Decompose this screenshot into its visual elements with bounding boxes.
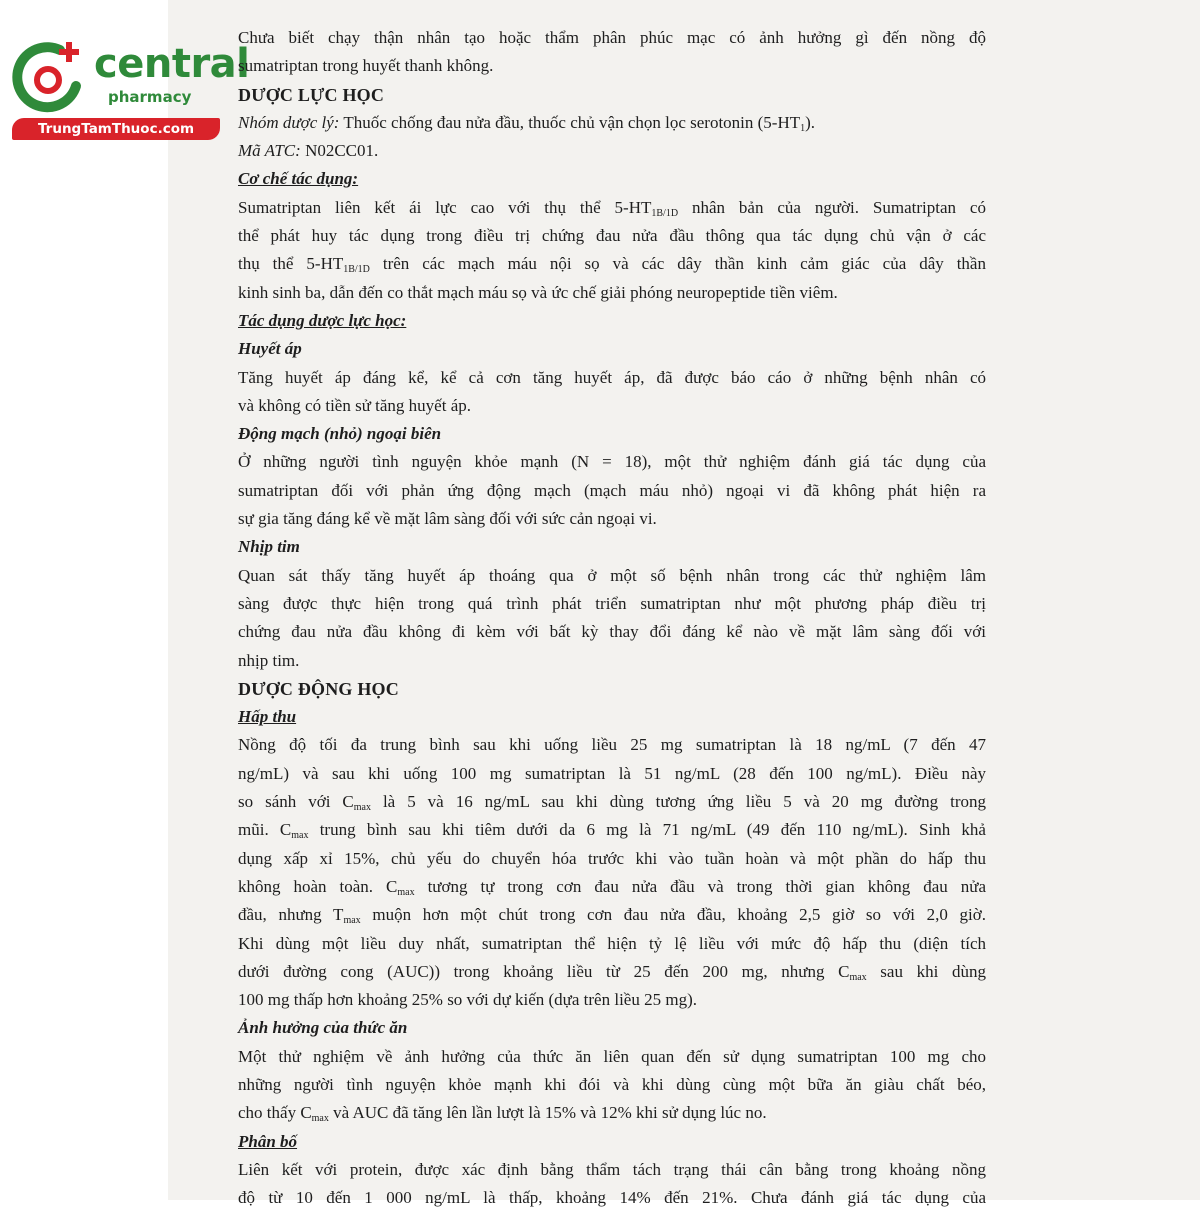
text-run: thụ thể 5-HT xyxy=(238,254,344,274)
text-line xyxy=(238,1099,986,1127)
subscript: max xyxy=(353,802,371,814)
text-line xyxy=(238,250,986,278)
text-run: và AUC đã tăng lên lần lượt là 15% và 12% khi sử dụng lúc no. xyxy=(328,1103,767,1123)
absorption-paragraph xyxy=(238,731,986,1014)
text-run: không hoàn toàn. C xyxy=(238,876,398,896)
text-line: độ từ 10 đến 1 000 ng/mL là thấp, khoảng 14% đến 21%. Chưa đánh giá tác dụng của xyxy=(238,1188,986,1208)
atc-code xyxy=(238,137,986,165)
atc-text: N02CC01. xyxy=(300,141,379,161)
text-line xyxy=(238,958,986,986)
logo-subtitle: pharmacy xyxy=(108,88,192,106)
pharmacy-cross-icon xyxy=(10,36,90,116)
text-line: những người tình nguyện khỏe mạnh khi đói và khi dùng cùng một bữa ăn giàu chất béo, xyxy=(238,1074,986,1094)
document-text xyxy=(238,24,986,1212)
subscript: 1B/1D xyxy=(651,207,679,219)
group-sub: 1 xyxy=(800,122,806,134)
text-run: trên các mạch máu nội sọ và các dây thần kinh cảm giác của dây thần xyxy=(369,254,986,274)
text-run: sau khi dùng xyxy=(866,961,986,981)
text-run: cho thấy C xyxy=(238,1103,312,1123)
peripheral-arteries-paragraph xyxy=(238,448,986,533)
food-effect-paragraph xyxy=(238,1043,986,1128)
subscript: max xyxy=(291,830,309,842)
blood-pressure-paragraph xyxy=(238,364,986,421)
text-line: Ở những người tình nguyện khỏe mạnh (N = 18), một thử nghiệm đánh giá tác dụng của xyxy=(238,452,986,472)
text-line xyxy=(238,788,986,816)
text-run: trung bình sau khi tiêm dưới da 6 mg là 71 ng/mL (49 đến 110 ng/mL). Sinh khả xyxy=(308,820,986,840)
heart-rate-paragraph xyxy=(238,562,986,675)
text-run: so sánh với C xyxy=(238,792,354,812)
text-line: Tăng huyết áp đáng kể, kể cả cơn tăng huyết áp, đã được báo cáo ở những bệnh nhân có xyxy=(238,367,986,387)
text-line: ng/mL) và sau khi uống 100 mg sumatriptan là 51 ng/mL (28 đến 100 ng/mL). Điều này xyxy=(238,763,986,783)
pharmacologic-group xyxy=(238,109,986,137)
text-line: Khi dùng một liều duy nhất, sumatriptan thể hiện tỷ lệ liều với mức độ hấp thu (diện tích xyxy=(238,933,986,953)
mechanism-paragraph xyxy=(238,194,986,307)
distribution-paragraph xyxy=(238,1156,986,1212)
text-line: sự gia tăng đáng kể về mặt lâm sàng đối với sức cản ngoại vi. xyxy=(238,509,657,529)
subscript: max xyxy=(311,1113,329,1125)
central-pharmacy-logo[interactable] xyxy=(10,36,250,137)
heart-rate-heading: Nhịp tim xyxy=(238,537,300,557)
text-line xyxy=(238,194,986,222)
text-line xyxy=(238,901,986,929)
text-line xyxy=(238,816,986,844)
intro-paragraph xyxy=(238,24,986,81)
text-run: Sumatriptan liên kết ái lực cao với thụ thể 5-HT xyxy=(238,197,652,217)
group-label: Nhóm dược lý: xyxy=(238,112,340,132)
atc-label: Mã ATC: xyxy=(238,141,301,161)
blood-pressure-heading: Huyết áp xyxy=(238,339,302,359)
subscript: max xyxy=(397,886,415,898)
pharmacokinetics-heading: DƯỢC ĐỘNG HỌC xyxy=(238,678,399,699)
text-line: kinh sinh ba, dẫn đến co thắt mạch máu sọ và ức chế giải phóng neuropeptide tiền viêm. xyxy=(238,282,838,302)
subscript: max xyxy=(343,915,361,927)
text-line: Nồng độ tối đa trung bình sau khi uống liều 25 mg sumatriptan là 18 ng/mL (7 đến 47 xyxy=(238,735,986,755)
text-line: và không có tiền sử tăng huyết áp. xyxy=(238,395,471,415)
text-run: tương tự trong cơn đau nửa đầu và trong thời gian không đau nửa xyxy=(414,876,986,896)
text-run: muộn hơn một chút trong cơn đau nửa đầu, khoảng 2,5 giờ so với 2,0 giờ. xyxy=(360,905,987,925)
group-end: ). xyxy=(805,112,816,132)
text-line: sumatriptan đối với phản ứng động mạch (mạch máu nhỏ) ngoại vi đã không phát hiện ra xyxy=(238,480,986,500)
text-run: là 5 và 16 ng/mL sau khi dùng tương ứng liều 5 và 20 mg đường trong xyxy=(370,792,986,812)
text-line: sumatriptan trong huyết thanh không. xyxy=(238,56,494,76)
text-line: Một thử nghiệm về ảnh hưởng của thức ăn liên quan đến sử dụng sumatriptan 100 mg cho xyxy=(238,1046,986,1066)
text-line: chứng đau nửa đầu không đi kèm với bất kỳ thay đổi đáng kể nào về mặt lâm sàng đối với xyxy=(238,622,986,642)
logo-url-badge[interactable]: TrungTamThuoc.com xyxy=(12,118,220,140)
text-run: mũi. C xyxy=(238,820,292,840)
absorption-heading: Hấp thu xyxy=(238,707,297,727)
distribution-heading: Phân bố xyxy=(238,1131,298,1151)
text-line: thể phát huy tác dụng trong điều trị chứng đau nửa đầu thông qua tác dụng chủ vận ở các xyxy=(238,226,986,246)
group-text: Thuốc chống đau nửa đầu, thuốc chủ vận chọn lọc serotonin (5-HT xyxy=(339,112,801,132)
text-line: dụng xấp xỉ 15%, chủ yếu do chuyển hóa trước khi vào tuần hoàn và một phần do hấp thu xyxy=(238,848,986,868)
text-run: dưới đường cong (AUC)) trong khoảng liều từ 25 đến 200 mg, nhưng C xyxy=(238,961,850,981)
text-line: Liên kết với protein, được xác định bằng thẩm tách trạng thái cân bằng trong khoảng nồng xyxy=(238,1159,986,1179)
text-run: đầu, nhưng T xyxy=(238,905,344,925)
text-line: nhịp tim. xyxy=(238,650,300,670)
logo-name: central xyxy=(94,41,250,87)
text-line: Chưa biết chạy thận nhân tạo hoặc thẩm phân phúc mạc có ảnh hưởng gì đến nồng độ xyxy=(238,28,986,47)
subscript: 1B/1D xyxy=(343,264,370,276)
text-line xyxy=(238,873,986,901)
food-effect-heading: Ảnh hưởng của thức ăn xyxy=(238,1018,408,1038)
pharmacodynamics-heading: DƯỢC LỰC HỌC xyxy=(238,84,385,105)
subscript: max xyxy=(849,971,867,983)
text-line: sàng được thực hiện trong quá trình phát triển sumatriptan như một phương pháp điều trị xyxy=(238,593,986,613)
pd-effects-heading: Tác dụng dược lực học: xyxy=(238,310,407,330)
text-line: 100 mg thấp hơn khoảng 25% so với dự kiến (dựa trên liều 25 mg). xyxy=(238,990,697,1010)
text-run: nhân bản của người. Sumatriptan có xyxy=(678,197,986,217)
mechanism-heading: Cơ chế tác dụng: xyxy=(238,169,359,189)
peripheral-arteries-heading: Động mạch (nhỏ) ngoại biên xyxy=(238,424,442,444)
text-line: Quan sát thấy tăng huyết áp thoáng qua ở một số bệnh nhân trong các thử nghiệm lâm xyxy=(238,565,986,585)
